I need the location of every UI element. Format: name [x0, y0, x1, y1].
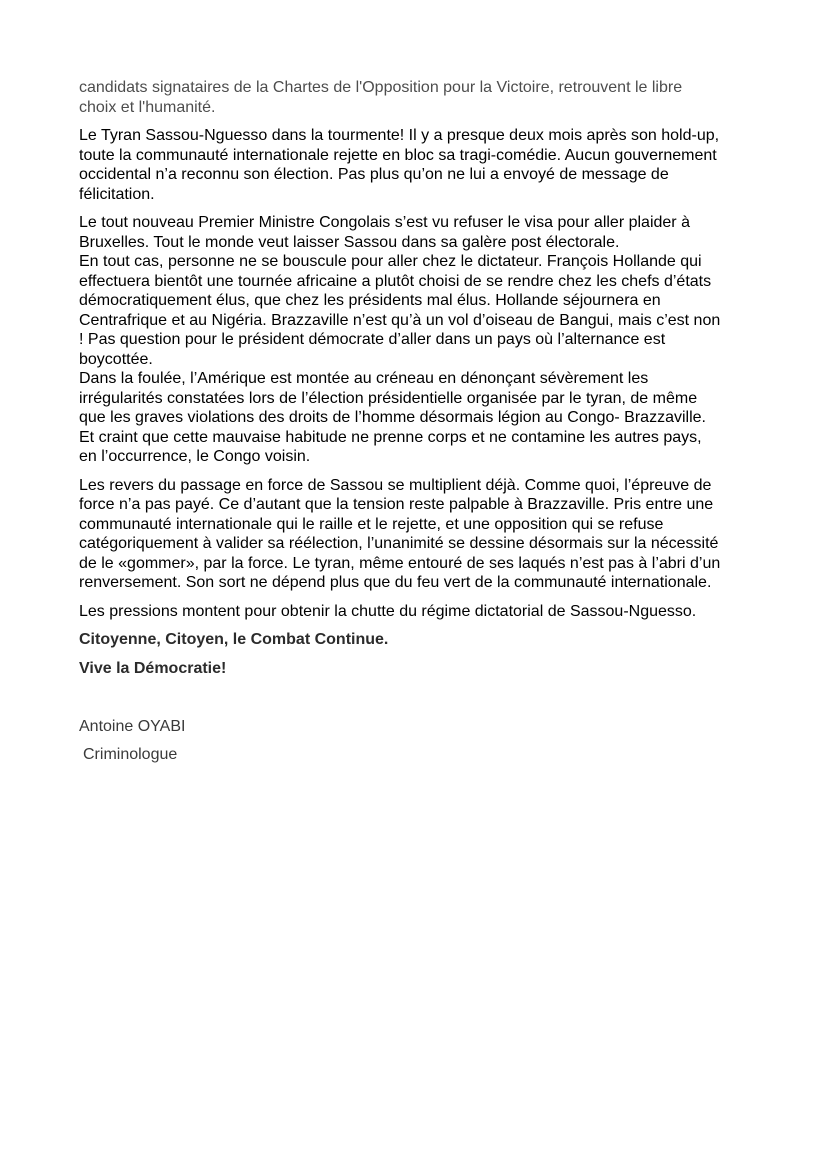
text-line: Le tout nouveau Premier Ministre Congolais s’est vu refuser le visa pour aller plaider à — [79, 214, 690, 231]
text-line: Bruxelles. Tout le monde veut laisser Sassou dans sa galère post électorale. — [79, 233, 620, 251]
document-page — [79, 78, 751, 764]
paragraph-premier-ministre — [79, 213, 751, 467]
text-line: choix et l'humanité. — [79, 98, 216, 116]
author-title: Criminologue — [83, 745, 178, 763]
closing-combat — [79, 630, 751, 650]
paragraph-pressions — [79, 602, 751, 622]
text-line: boycottée. — [79, 350, 153, 368]
text-line: Les pressions montent pour obtenir la chutte du régime dictatorial de Sassou-Nguesso. — [79, 602, 697, 620]
paragraph-intro — [79, 78, 751, 117]
text-line: En tout cas, personne ne se bouscule pour aller chez le dictateur. François Hollande qui — [79, 253, 702, 270]
text-line: félicitation. — [79, 185, 155, 203]
closing-democratie — [79, 659, 751, 679]
text-line: candidats signataires de la Chartes de l'Opposition pour la Victoire, retrouvent le libre — [79, 79, 683, 96]
text-line: occidental n’a reconnu son élection. Pas plus qu’on ne lui a envoyé de message de — [79, 166, 669, 183]
text-line: Et craint que cette mauvaise habitude ne prenne corps et ne contamine les autres pays, — [79, 428, 702, 446]
text-line: irrégularités constatées lors de l’élection présidentielle organisée par le tyran, de même — [79, 389, 698, 407]
text-line: renversement. Son sort ne dépend plus que du feu vert de la communauté internationale. — [79, 574, 712, 591]
text-line: catégoriquement à valider sa réélection, l’unanimité se dessine désormais sur la nécessité — [79, 535, 719, 552]
text-line: Centrafrique et au Nigéria. Brazzaville n’est qu’à un vol d’oiseau de Bangui, mais c’est non — [79, 311, 721, 329]
text-line: communauté internationale qui le raille et le rejette, et une opposition qui se refuse — [79, 515, 664, 533]
text-line: de le «gommer», par la force. Le tyran, même entouré de ses laqués n’est pas à l’abri d’un — [79, 554, 721, 572]
signature-block — [79, 717, 751, 764]
paragraph-revers — [79, 476, 751, 593]
text-line: Le Tyran Sassou-Nguesso dans la tourmente! Il y a presque deux mois après son hold-up, — [79, 127, 720, 144]
closing-line: Citoyenne, Citoyen, le Combat Continue. — [79, 631, 389, 648]
text-line: que les graves violations des droits de l’homme désormais légion au Congo- Brazzaville. — [79, 409, 706, 426]
text-line: ! Pas question pour le président démocrate d’aller dans un pays où l’alternance est — [79, 331, 666, 348]
closing-line: Vive la Démocratie! — [79, 659, 227, 677]
paragraph-tyran — [79, 126, 751, 204]
text-line: effectuera bientôt une tournée africaine a plutôt choisi de se rendre chez les chefs d’états — [79, 272, 712, 290]
text-line: Les revers du passage en force de Sassou se multiplient déjà. Comme quoi, l’épreuve de — [79, 476, 712, 494]
text-line: démocratiquement élus, que chez les présidents mal élus. Hollande séjournera en — [79, 292, 661, 309]
text-line: force n’a pas payé. Ce d’autant que la tension reste palpable à Brazzaville. Pris entre une — [79, 496, 714, 513]
author-name: Antoine OYABI — [79, 718, 186, 735]
text-line: en l’occurrence, le Congo voisin. — [79, 448, 311, 465]
text-line: toute la communauté internationale rejette en bloc sa tragi-comédie. Aucun gouvernement — [79, 146, 717, 164]
text-line: Dans la foulée, l’Amérique est montée au créneau en dénonçant sévèrement les — [79, 370, 649, 387]
